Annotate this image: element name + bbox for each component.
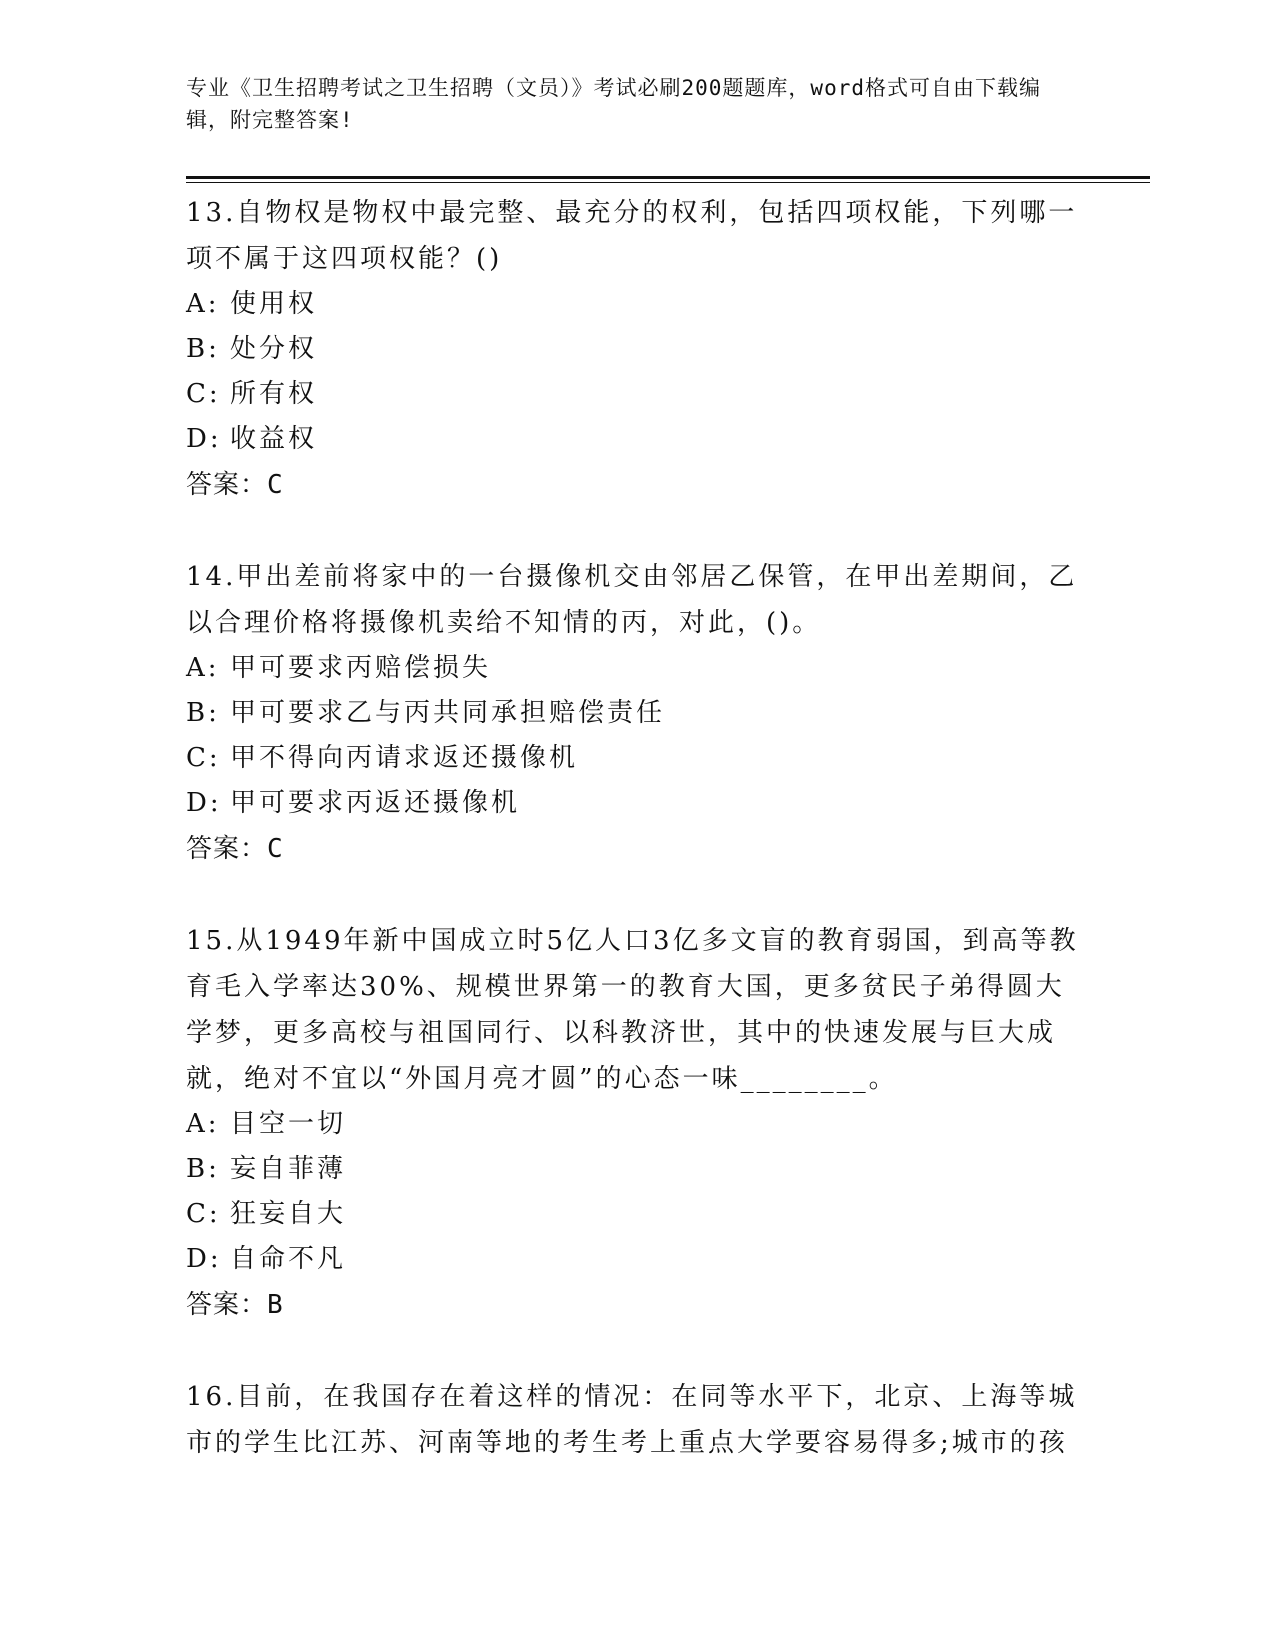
option-letter: D: (186, 1244, 222, 1274)
answer-label: 答案： (186, 470, 268, 500)
answer-line (186, 462, 1086, 508)
option-text: 收益权 (230, 424, 318, 454)
answer-line (186, 826, 1086, 872)
question-item (186, 190, 1086, 508)
option-text: 甲可要求丙赔偿损失 (230, 653, 492, 683)
question-item (186, 918, 1086, 1328)
option-d (186, 781, 1086, 826)
option-letter: C: (186, 379, 221, 409)
option-text: 妄自菲薄 (230, 1154, 347, 1184)
option-letter: B: (186, 698, 220, 728)
option-a (186, 646, 1086, 691)
option-text: 狂妄自大 (230, 1199, 347, 1229)
option-b (186, 327, 1086, 372)
answer-value: C (267, 834, 284, 864)
option-text: 甲可要求乙与丙共同承担赔偿责任 (230, 698, 666, 728)
option-letter: D: (186, 424, 222, 454)
option-a (186, 282, 1086, 327)
option-b (186, 691, 1086, 736)
option-c (186, 372, 1086, 417)
option-c (186, 736, 1086, 781)
option-text: 甲可要求丙返还摄像机 (230, 788, 521, 818)
option-text: 目空一切 (230, 1109, 347, 1139)
option-letter: B: (186, 1154, 220, 1184)
question-stem: 14.甲出差前将家中的一台摄像机交由邻居乙保管，在甲出差期间，乙以合理价格将摄像机卖给不知情的丙，对此，()。 (186, 562, 1078, 638)
option-text: 所有权 (230, 379, 318, 409)
option-b (186, 1147, 1086, 1192)
option-letter: A: (186, 289, 220, 319)
option-a (186, 1102, 1086, 1147)
question-item (186, 1374, 1086, 1466)
question-item (186, 554, 1086, 872)
option-text: 处分权 (230, 334, 318, 364)
question-stem: 16.目前，在我国存在着这样的情况：在同等水平下，北京、上海等城市的学生比江苏、河南等地的考生考上重点大学要容易得多;城市的孩 (186, 1382, 1078, 1458)
option-text: 自命不凡 (230, 1244, 347, 1274)
option-letter: A: (186, 1109, 220, 1139)
answer-value: B (267, 1290, 284, 1320)
option-letter: D: (186, 788, 222, 818)
answer-value: C (267, 470, 284, 500)
option-c (186, 1192, 1086, 1237)
option-letter: C: (186, 1199, 221, 1229)
option-d (186, 417, 1086, 462)
question-stem: 15.从1949年新中国成立时5亿人口3亿多文盲的教育弱国，到高等教育毛入学率达30%、规模世界第一的教育大国，更多贫民子弟得圆大学梦，更多高校与祖国同行、以科教济世，其中的快速发展与巨大成就，绝对不宜以“外国月亮才圆”的心态一味________。 (186, 926, 1079, 1094)
option-letter: B: (186, 334, 220, 364)
option-text: 使用权 (230, 289, 318, 319)
answer-label: 答案： (186, 834, 268, 864)
option-d (186, 1237, 1086, 1282)
option-letter: C: (186, 743, 221, 773)
option-text: 甲不得向丙请求返还摄像机 (230, 743, 579, 773)
header-divider-thick (186, 176, 1150, 179)
header-divider-thin (186, 182, 1150, 183)
question-stem: 13.自物权是物权中最完整、最充分的权利，包括四项权能，下列哪一项不属于这四项权能？() (186, 198, 1078, 274)
document-header: 专业《卫生招聘考试之卫生招聘（文员）》考试必刷200题题库，word格式可自由下载编辑，附完整答案! (186, 76, 1041, 132)
option-letter: A: (186, 653, 220, 683)
question-list (186, 190, 1086, 1512)
answer-line (186, 1282, 1086, 1328)
answer-label: 答案： (186, 1290, 268, 1320)
